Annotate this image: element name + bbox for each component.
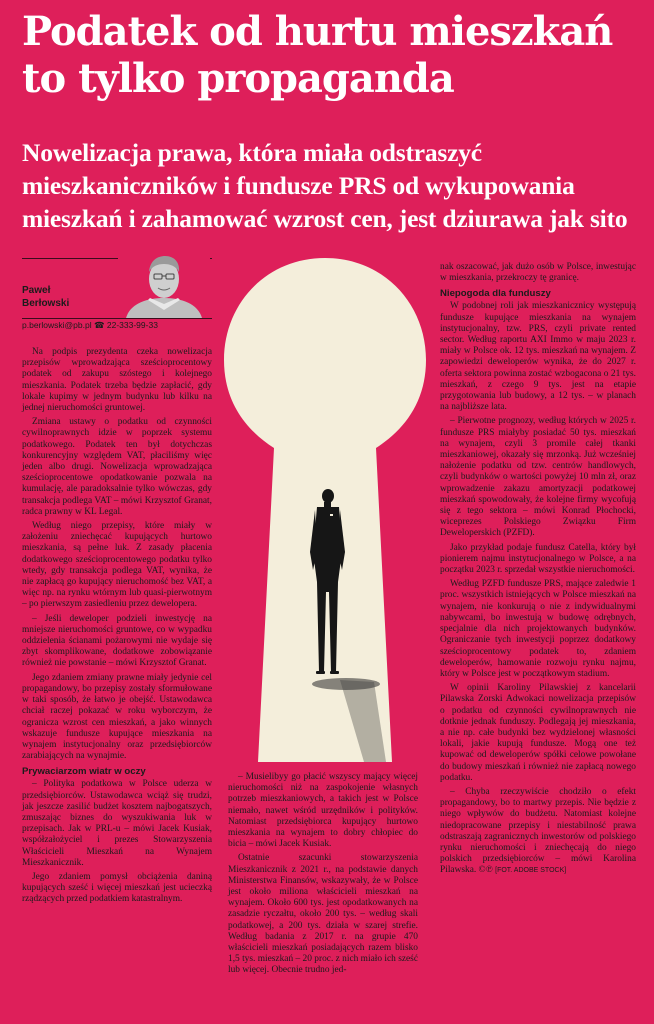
author-contact: p.berlowski@pb.pl ☎ 22-333-99-33 — [22, 320, 158, 330]
subheadline — [22, 136, 647, 235]
subheadline-line-3: mieszkań i zahamować wzrost cen, jest dziurawa jak sito — [22, 204, 628, 233]
paragraph: Jako przykład podaje fundusz Catella, który był pionierem najmu instytucjonalnego w Polsce, a na początku 2023 r. sprzedał wszystkie nieruchomości. — [440, 542, 636, 576]
author-name — [22, 284, 69, 310]
article-column-3 — [440, 262, 636, 1020]
headline-line-1: Podatek od hurtu mieszkań — [22, 8, 613, 55]
paragraph: – Pierwotne prognozy, według których w 2025 r. fundusze PRS miałyby posiadać 50 tys. mieszkań na wynajem, czyli 3 promile całej tkanki mieszkaniowej, okazały się mrzonką. Już wcześniej nałożenie podatku od tzw. centrów handlowych, czyli budynków o wartości powyżej 10 mln zł, oraz wprowadzenie zakazu amortyzacji podatkowej mieszkań spowodowały, że kolejne firmy wycofują się z tego sektora – mówi Konrad Płochocki, wiceprezes Polskiego Związku Firm Deweloperskich (PZFD). — [440, 416, 636, 539]
section-heading: Prywaciarzom wiatr w oczy — [22, 766, 146, 778]
subheadline-line-1: Nowelizacja prawa, która miała odstraszyć — [22, 138, 482, 167]
paragraph: Ostatnie szacunki stowarzyszenia Mieszkanicznik z 2021 r., na podstawie danych Ministerstwa Finansów, wskazywały, że w Polsce jest około miliona właścicieli mieszkań na wynajem. Około 600 tys. jest opodatkowanych na zasadzie ryczałtu, około 200 tys. – według skali podatkowej, a 200 tys. działa w szarej strefie. Według badania z 2017 r. na grupie 470 właścicieli mieszkań posiadających razem blisko 1,5 tys. mieszkań – 20 proc. z nich miało ich sześć lub więcej. Obecnie trudno jed- — [228, 853, 418, 976]
author-photo — [118, 252, 210, 318]
paragraph: Na podpis prezydenta czeka nowelizacja przepisów wprowadzająca sześcioprocentowy podatek od zakupu szóstego i kolejnego mieszkania. Podatek trzeba będzie zapłacić, gdy lokale kupimy w jednym budynku lub kilku na jednej nieruchomości gruntowej. — [22, 347, 212, 414]
keyhole-illustration — [214, 252, 436, 762]
article-column-2 — [228, 772, 418, 1018]
article-column-1 — [22, 347, 212, 1019]
paragraph — [440, 787, 636, 877]
paragraph: Jego zdaniem zmiany prawne miały jedynie cel propagandowy, bo przepisy zostały sformułowane w taki sposób, że łatwo je obejść. Ustawodawca chciał raczej pokazać w roku wyborczym, że ogranicza wzrost cen mieszkań, a jako winnych wskazuje fundusze kupujące mieszkania na wynajem instytucjonalny oraz przedsiębiorców zarabiających na wynajmie. — [22, 672, 212, 762]
photo-credit: [FOT. ADOBE STOCK] — [495, 867, 567, 875]
closing-text: – Chyba rzeczywiście chodziło o efekt propagandowy, bo to martwy przepis. Nie będzie z niego wpływów do budżetu. Natomiast kolejne niedopracowane przepisy i niestabilność prawa odstraszają zagranicznych inwestorów od polskiego rynku nieruchomości i zniechęcają do niego polskich przedsiębiorców – mówi Karolina Pilawska. — [440, 786, 636, 876]
subheadline-line-2: mieszkaniczników i fundusze PRS od wykupowania — [22, 171, 575, 200]
paragraph: Według PZFD fundusze PRS, mające zaledwie 1 proc. wszystkich istniejących w Polsce mieszkań na wynajem, nie konkurują o nie z indywidualnymi nabywcami, bo inwestują w budowę odrębnych, specjalnie dla nich projektowanych budynków. Ograniczanie tych inwestycji poprzez dodatkowy sześcioprocentowy podatek to, zdaniem deweloperów, hamowanie rozwoju rynku najmu, który w Polsce jest w początkowym stadium. — [440, 579, 636, 679]
author-last-name: Berłowski — [22, 298, 70, 309]
paragraph: Jego zdaniem pomysł obciążenia daniną kupujących sześć i więcej mieszkań jest ucieczką rządzących przed podatkiem katastralnym. — [22, 871, 212, 905]
paragraph: – Polityka podatkowa w Polsce uderza w przedsiębiorców. Ustawodawca wciąż się trudzi, jak jeszcze zasilić budżet kosztem najbogatszych, zmuszając biznes do wyszukiwania luk w przepisach. Jak w PRL-u – mówi Jacek Kusiak, współzałożyciel i prezes Stowarzyszenia Właścicieli Mieszkań na Wynajem Mieszkanicznik. — [22, 779, 212, 868]
paragraph: – Jeśli deweloper podzieli inwestycję na mniejsze nieruchomości gruntowe, co w wypadku oddzielenia ścianami pożarowymi nie wydaje się zbyt skomplikowane, dodatkowe zobowiązanie również nie powstanie – mówi Krzysztof Granat. — [22, 613, 212, 669]
headline — [22, 8, 637, 102]
paragraph: Zmiana ustawy o podatku od czynności cywilnoprawnych idzie w poprzek systemu podatkowego. Podatek ten był dotychczas konkurencyjny względem VAT, płaciliśmy więc jeden albo drugi. Nowelizacja wprowadzająca sześcioprocentowe opodatkowanie pozwala na kumulację, ale paradoksalnie tylko wówczas, gdy transakcja podlega VAT – mówi Krzysztof Granat, radca prawny w KL Legal. — [22, 417, 212, 517]
headline-line-2: to tylko propaganda — [22, 55, 454, 102]
paragraph: – Musielibyy go płacić wszyscy mający więcej nieruchomości niż na zaspokojenie własnych potrzeb mieszkaniowych, a takich jest w Polsce niemało, nawet wśród urzędników i polityków. Natomiast przedsiębiorca kupujący hurtowo mieszkania na wynajem to dobry chłopiec do bicia – mówi Jacek Kusiak. — [228, 772, 418, 850]
paragraph: W opinii Karoliny Pilawskiej z kancelarii Pilawska Zorski Adwokaci nowelizacja przepisów o podatku od czynności cywilnoprawnych nie dotknie jednak funduszy. Podlegają jej mieszkania, a nie np. całe budynki bez wydzielonej własności lokali, jakie kupują fundusze. Mogą one też kupować od deweloperów spółki celowe powołane do budowy mieszkań i również nie zapłacą nowego podatku. — [440, 683, 636, 783]
paragraph: nak oszacować, jak dużo osób w Polsce, inwestując w mieszkania, przekroczy tę granicę. — [440, 262, 636, 284]
section-heading: Niepogoda dla funduszy — [440, 288, 551, 300]
copyright-mark: ©℗ — [478, 865, 493, 876]
paragraph: Według niego przepisy, które miały w założeniu zniechęcać kupujących hurtowo mieszkania, są pełne luk. Z zasady płacenia dodatkowego sześcioprocentowego podatku tylko wtedy, gdy transakcja podlega VAT, wynika, że nie zapłacą go kupujący nieruchomość bez VAT, a więc np. na rynku wtórnym lub quasi-pierwotnym – po pierwszym zasiedleniu przez dewelopera. — [22, 521, 212, 610]
pocket-square — [330, 514, 333, 516]
author-rule-bottom — [22, 318, 212, 319]
author-first-name: Paweł — [22, 285, 51, 296]
paragraph: W podobnej roli jak mieszkanicznicy występują fundusze kupujące mieszkania na wynajem instytucjonalny, tzw. PRS, czyli private rented sector. Według raportu AXI Immo w maju 2023 r. miały w Polsce ok. 12 tys. mieszkań na wynajem. Z zapowiedzi deweloperów wynika, że do 2027 r. oferta sektora powinna zostać wzbogacona o 21 tys. mieszkań, z czego 9 tys. jest na etapie przygotowania lub budowy, a 12 tys. – w planach na najbliższe lata. — [440, 301, 636, 413]
